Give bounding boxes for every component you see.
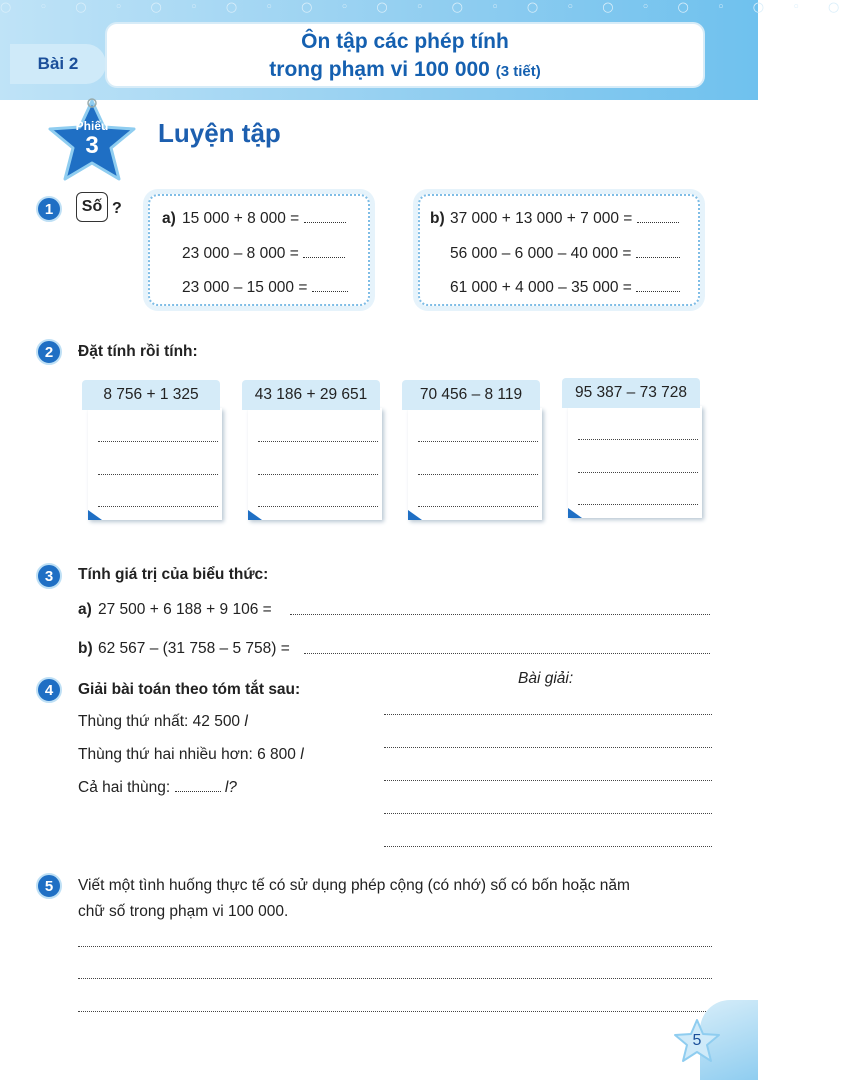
answer-blank[interactable] (312, 280, 348, 292)
ex1b-label: b) (430, 210, 445, 227)
corner-fold (88, 510, 102, 520)
ex3b-label: b) (78, 640, 93, 657)
work-line[interactable] (258, 441, 378, 442)
sheet-number: 3 (85, 132, 99, 159)
sheet-badge (42, 97, 142, 183)
answer-blank[interactable] (304, 211, 346, 223)
exercise-3-number: 3 (36, 563, 62, 589)
answer-blank[interactable] (636, 280, 680, 292)
exercise-1a-box (148, 194, 370, 306)
page-title-note: (3 tiết) (495, 63, 541, 80)
answer-blank[interactable] (303, 246, 345, 258)
work-line[interactable] (98, 474, 218, 475)
calc-card-4-expr: 95 387 – 73 728 (562, 378, 700, 408)
work-line[interactable] (578, 439, 698, 440)
calc-card-4 (562, 378, 700, 518)
exercise-2-number: 2 (36, 339, 62, 365)
calc-card-1-expr: 8 756 + 1 325 (82, 380, 220, 410)
work-line[interactable] (418, 474, 538, 475)
writing-line[interactable] (78, 967, 712, 979)
page-number: 5 (692, 1032, 702, 1049)
ex1a-label: a) (162, 210, 176, 227)
writing-line[interactable] (78, 935, 712, 947)
exercise-1b-box (418, 194, 700, 306)
page-title-line1: Ôn tập các phép tính (301, 30, 509, 53)
title-box (105, 22, 705, 88)
exercise-3-instruction: Tính giá trị của biểu thức: (78, 566, 269, 583)
work-line[interactable] (578, 504, 698, 505)
answer-blank[interactable] (636, 246, 680, 258)
section-title: Luyện tập (158, 118, 281, 148)
exercise-4-instruction: Giải bài toán theo tóm tắt sau: (78, 681, 301, 698)
corner-fold (568, 508, 582, 518)
summary-line-2: Thùng thứ hai nhiều hơn: 6 800 l (78, 746, 304, 763)
summary-line-3: Cả hai thùng: l? (78, 779, 237, 796)
exercise-1-number: 1 (36, 196, 62, 222)
work-line[interactable] (98, 441, 218, 442)
corner-fold (408, 510, 422, 520)
ex1a-expr-3: 23 000 – 15 000 = (182, 279, 348, 297)
decorative-pattern: ○ ◦ ○ ◦ ○ ◦ ○ ◦ ○ ◦ ○ ◦ ○ ◦ ○ ◦ ○ ◦ ○ ◦ ○ ◦ ○ (0, 0, 851, 15)
sheet-word: Phiếu (75, 119, 109, 133)
ex3a-expr: 27 500 + 6 188 + 9 106 = (98, 601, 272, 618)
answer-blank[interactable] (175, 780, 221, 792)
answer-blank[interactable] (637, 211, 679, 223)
solution-line[interactable] (384, 835, 712, 847)
calc-card-3-expr: 70 456 – 8 119 (402, 380, 540, 410)
solution-line[interactable] (384, 769, 712, 781)
ex1a-expr-1: 15 000 + 8 000 = (182, 210, 346, 228)
writing-line[interactable] (78, 1000, 712, 1012)
exercise-4-number: 4 (36, 677, 62, 703)
work-line[interactable] (258, 474, 378, 475)
work-line[interactable] (418, 441, 538, 442)
solution-line[interactable] (384, 802, 712, 814)
calc-card-1 (82, 380, 220, 520)
question-mark: ? (112, 200, 122, 217)
work-line[interactable] (98, 506, 218, 507)
ex3b-expr: 62 567 – (31 758 – 5 758) = (98, 640, 290, 657)
corner-fold (248, 510, 262, 520)
work-line[interactable] (258, 506, 378, 507)
calc-card-2-expr: 43 186 + 29 651 (242, 380, 380, 410)
calc-card-2 (242, 380, 380, 520)
ex1a-expr-2: 23 000 – 8 000 = (182, 245, 345, 263)
work-line[interactable] (578, 472, 698, 473)
work-line[interactable] (418, 506, 538, 507)
exercise-5-number: 5 (36, 873, 62, 899)
lesson-tag: Bài 2 (10, 44, 106, 84)
answer-line[interactable] (290, 603, 710, 615)
so-box: Số (76, 192, 108, 222)
ex3a-label: a) (78, 601, 92, 618)
page-title-main: trong phạm vi 100 000 (269, 58, 490, 81)
solution-line[interactable] (384, 703, 712, 715)
calc-card-3 (402, 380, 540, 520)
ex1b-expr-1: 37 000 + 13 000 + 7 000 = (450, 210, 679, 228)
solution-line[interactable] (384, 736, 712, 748)
answer-line[interactable] (304, 642, 710, 654)
exercise-5-text-1: Viết một tình huống thực tế có sử dụng phép cộng (có nhớ) số có bốn hoặc năm (78, 877, 630, 894)
solution-label: Bài giải: (518, 670, 574, 687)
exercise-2-instruction: Đặt tính rồi tính: (78, 343, 198, 360)
page-number-badge (672, 1018, 722, 1064)
ex1b-expr-3: 61 000 + 4 000 – 35 000 = (450, 279, 680, 297)
page-title-line2 (107, 58, 703, 82)
exercise-5-text-2: chữ số trong phạm vi 100 000. (78, 903, 289, 920)
summary-line-1: Thùng thứ nhất: 42 500 l (78, 713, 248, 730)
ex1b-expr-2: 56 000 – 6 000 – 40 000 = (450, 245, 680, 263)
